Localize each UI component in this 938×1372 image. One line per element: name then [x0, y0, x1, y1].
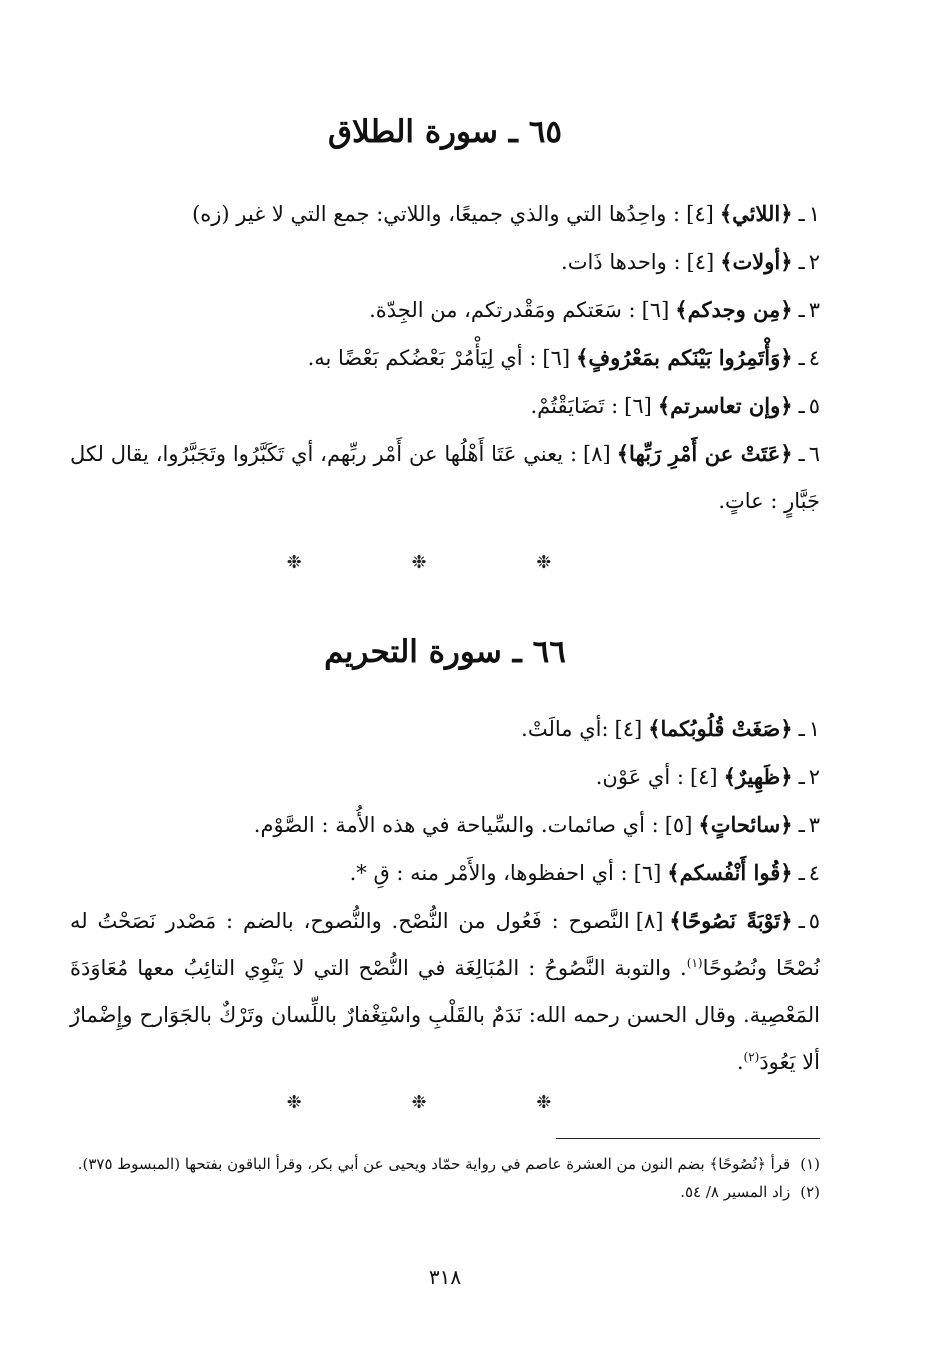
- glossary-entry: ٣ـ﴿سائحاتٍ﴾[٥]: أي صائمات. والسِّياحة في هذه الأُمة : الصَّوْم.: [253, 812, 820, 837]
- quran-term: ﴿سائحاتٍ﴾: [698, 812, 793, 837]
- entry-number: ٦: [808, 442, 821, 466]
- footnote-ref: (٢): [743, 1050, 760, 1064]
- entry-gloss: : يعني عَتَا أَهْلُها عن أَمْر ربِّهم، أي تَكَبَّرُوا وتَجَبَّرُوا، يقال لكل جَبَّارٍ : عاتٍ.: [70, 442, 820, 513]
- quran-term: ﴿عَتَتْ عن أَمْرِ رَبِّها﴾: [616, 441, 793, 466]
- entry-gloss: : أي عَوْن.: [595, 765, 684, 789]
- entry-number: ١: [808, 717, 820, 741]
- entry-gloss: . والتوبة النَّصُوحُ : المُبَالِغَة في النُّصْح التي لا يَنْوِي التائِبُ معها مُعَاوَدَةَ المَعْصِية. وقال الحسن رحمه الله: نَدَمٌ بالقَلْبِ واسْتِغْفارٌ باللِّسان وتَرْكٌ بالجَوَارح وإِضْمارٌ ألا يَعُودَ: [70, 956, 820, 1074]
- verse-ref: [٦]: [641, 298, 670, 322]
- entry-gloss: .: [736, 1050, 744, 1074]
- verse-ref: [٤]: [686, 250, 715, 274]
- glossary-list-tahrim: [70, 705, 820, 1086]
- entry-gloss: : أي صائمات. والسِّياحة في هذه الأُمة : الصَّوْم.: [253, 813, 659, 837]
- entry-number: ٢: [808, 765, 820, 789]
- surah-title-tahrim: ٦٦ ـ سورة التحريم: [324, 634, 566, 670]
- quran-term: ﴿صَغَتْ قُلُوبُكما﴾: [648, 716, 793, 741]
- verse-ref: [٦]: [624, 394, 652, 418]
- entry-gloss: : أي احفظوها، والأَمْر منه : قِ *.: [349, 861, 628, 885]
- book-page: [70, 0, 820, 1372]
- footnote-number: (١): [800, 1155, 820, 1173]
- entry-gloss: النَّصوح : فَعُول من النُّصْح. والنُّصوح، بالضم : مَصْدر نَصَحْتُ له نُصْحًا ونُصُوحًا: [70, 909, 820, 980]
- entry-gloss: : سَعَتكم ومَقْدرتكم، من الجِدّة.: [369, 298, 636, 322]
- entry-gloss: :أي مالَتْ.: [521, 717, 609, 741]
- quran-term: ﴿وإن تعاسرتم﴾: [657, 393, 793, 418]
- footnote-text: زاد المسير ٨/ ٥٤.: [680, 1183, 791, 1201]
- glossary-entry: ٦ـ﴿عَتَتْ عن أَمْرِ رَبِّها﴾[٨]: يعني عَتَا أَهْلُها عن أَمْر ربِّهم، أي تَكَبَّرُوا وتَجَبَّرُوا، يقال لكل جَبَّارٍ : عاتٍ.: [70, 441, 821, 513]
- footnote-divider: [556, 1138, 820, 1139]
- glossary-entry: ٥ـ﴿تَوْبَةً نَصُوحًا﴾[٨]النَّصوح : فَعُول من النُّصْح. والنُّصوح، بالضم : مَصْدر نَصَحْتُ له نُصْحًا ونُصُوحًا$^{(١)}$. والتوبة النَّصُوحُ : المُبَالِغَة في النُّصْح التي لا يَنْوِي التائِبُ معها مُعَاوَدَةَ المَعْصِية. وقال الحسن رحمه الله: نَدَمٌ بالقَلْبِ واسْتِغْفارٌ باللِّسان وتَرْكٌ بالجَوَارح وإِضْمارٌ ألا يَعُودَ$^{(٢)}$.: [70, 908, 820, 1074]
- entry-gloss: : واحِدُها التي والذي جميعًا، واللاتي: جمع التي لا غير (زه): [192, 202, 681, 226]
- quran-term: ﴿أولات﴾: [720, 249, 793, 274]
- footnote-text: قرأ ﴿نُصُوحًا﴾ بضم النون من العشرة عاصم في رواية حمّاد ويحيى عن أبي بكر، وقرأ الباقون بفتحها (المبسوط ٣٧٥).: [77, 1155, 791, 1173]
- quran-term: ﴿مِن وجدكم﴾: [675, 297, 793, 322]
- glossary-entry: ٥ـ﴿وإن تعاسرتم﴾[٦]: تَضَايَقْتُمْ.: [530, 393, 820, 418]
- verse-ref: [٨]: [635, 909, 664, 933]
- section-separator-stars: ❉ ❉ ❉: [286, 1092, 604, 1113]
- verse-ref: [٨]: [583, 442, 611, 466]
- verse-ref: [٤]: [614, 717, 643, 741]
- glossary-entry: ٢ـ﴿أولات﴾[٤]: واحدها ذَات.: [561, 249, 820, 274]
- entry-gloss: : أي لِيَأْمُرْ بَعْضُكم بَعْضًا به.: [307, 346, 537, 370]
- section-separator-stars: ❉ ❉ ❉: [286, 552, 604, 573]
- glossary-entry: ١ـ﴿صَغَتْ قُلُوبُكما﴾[٤]:أي مالَتْ.: [521, 716, 820, 741]
- verse-ref: [٦]: [542, 346, 571, 370]
- quran-term: ﴿اللائي﴾: [719, 201, 793, 226]
- surah-title-talaq: ٦٥ ـ سورة الطلاق: [327, 114, 562, 150]
- entry-number: ٢: [808, 250, 820, 274]
- entry-number: ٤: [808, 346, 820, 370]
- footnote: [70, 1178, 820, 1206]
- entry-number: ٣: [808, 298, 820, 322]
- verse-ref: [٦]: [633, 861, 662, 885]
- verse-ref: [٤]: [686, 202, 714, 226]
- footnotes: [70, 1150, 820, 1206]
- quran-term: ﴿ظَهِيرٌ﴾: [723, 764, 793, 789]
- entry-number: ٤: [808, 861, 820, 885]
- entry-gloss: : تَضَايَقْتُمْ.: [530, 394, 619, 418]
- quran-term: ﴿قُوا أَنْفُسكم﴾: [667, 860, 793, 885]
- entry-gloss: : واحدها ذَات.: [561, 250, 681, 274]
- verse-ref: [٥]: [664, 813, 693, 837]
- glossary-entry: ٤ـ﴿قُوا أَنْفُسكم﴾[٦]: أي احفظوها، والأَمْر منه : قِ *.: [349, 860, 820, 885]
- footnote-number: (٢): [800, 1183, 820, 1201]
- verse-ref: [٤]: [689, 765, 718, 789]
- entry-number: ٥: [808, 394, 820, 418]
- glossary-entry: ٢ـ﴿ظَهِيرٌ﴾[٤]: أي عَوْن.: [595, 764, 820, 789]
- entry-number: ١: [808, 202, 820, 226]
- entry-number: ٣: [808, 813, 820, 837]
- quran-term: ﴿تَوْبَةً نَصُوحًا﴾: [669, 908, 793, 933]
- glossary-list-talaq: [70, 190, 820, 525]
- glossary-entry: ٤ـ﴿وَأْتَمِرُوا بَيْنَكم بمَعْرُوفٍ﴾[٦]: أي لِيَأْمُرْ بَعْضُكم بَعْضًا به.: [307, 345, 820, 370]
- entry-number: ٥: [808, 909, 820, 933]
- quran-term: ﴿وَأْتَمِرُوا بَيْنَكم بمَعْرُوفٍ﴾: [576, 345, 793, 370]
- glossary-entry: ١ـ﴿اللائي﴾[٤]: واحِدُها التي والذي جميعًا، واللاتي: جمع التي لا غير (زه): [192, 201, 820, 226]
- glossary-entry: ٣ـ﴿مِن وجدكم﴾[٦]: سَعَتكم ومَقْدرتكم، من الجِدّة.: [369, 297, 820, 322]
- footnote-ref: (١): [686, 956, 703, 970]
- footnote: [70, 1150, 820, 1178]
- page-number: ٣١٨: [428, 1265, 462, 1289]
